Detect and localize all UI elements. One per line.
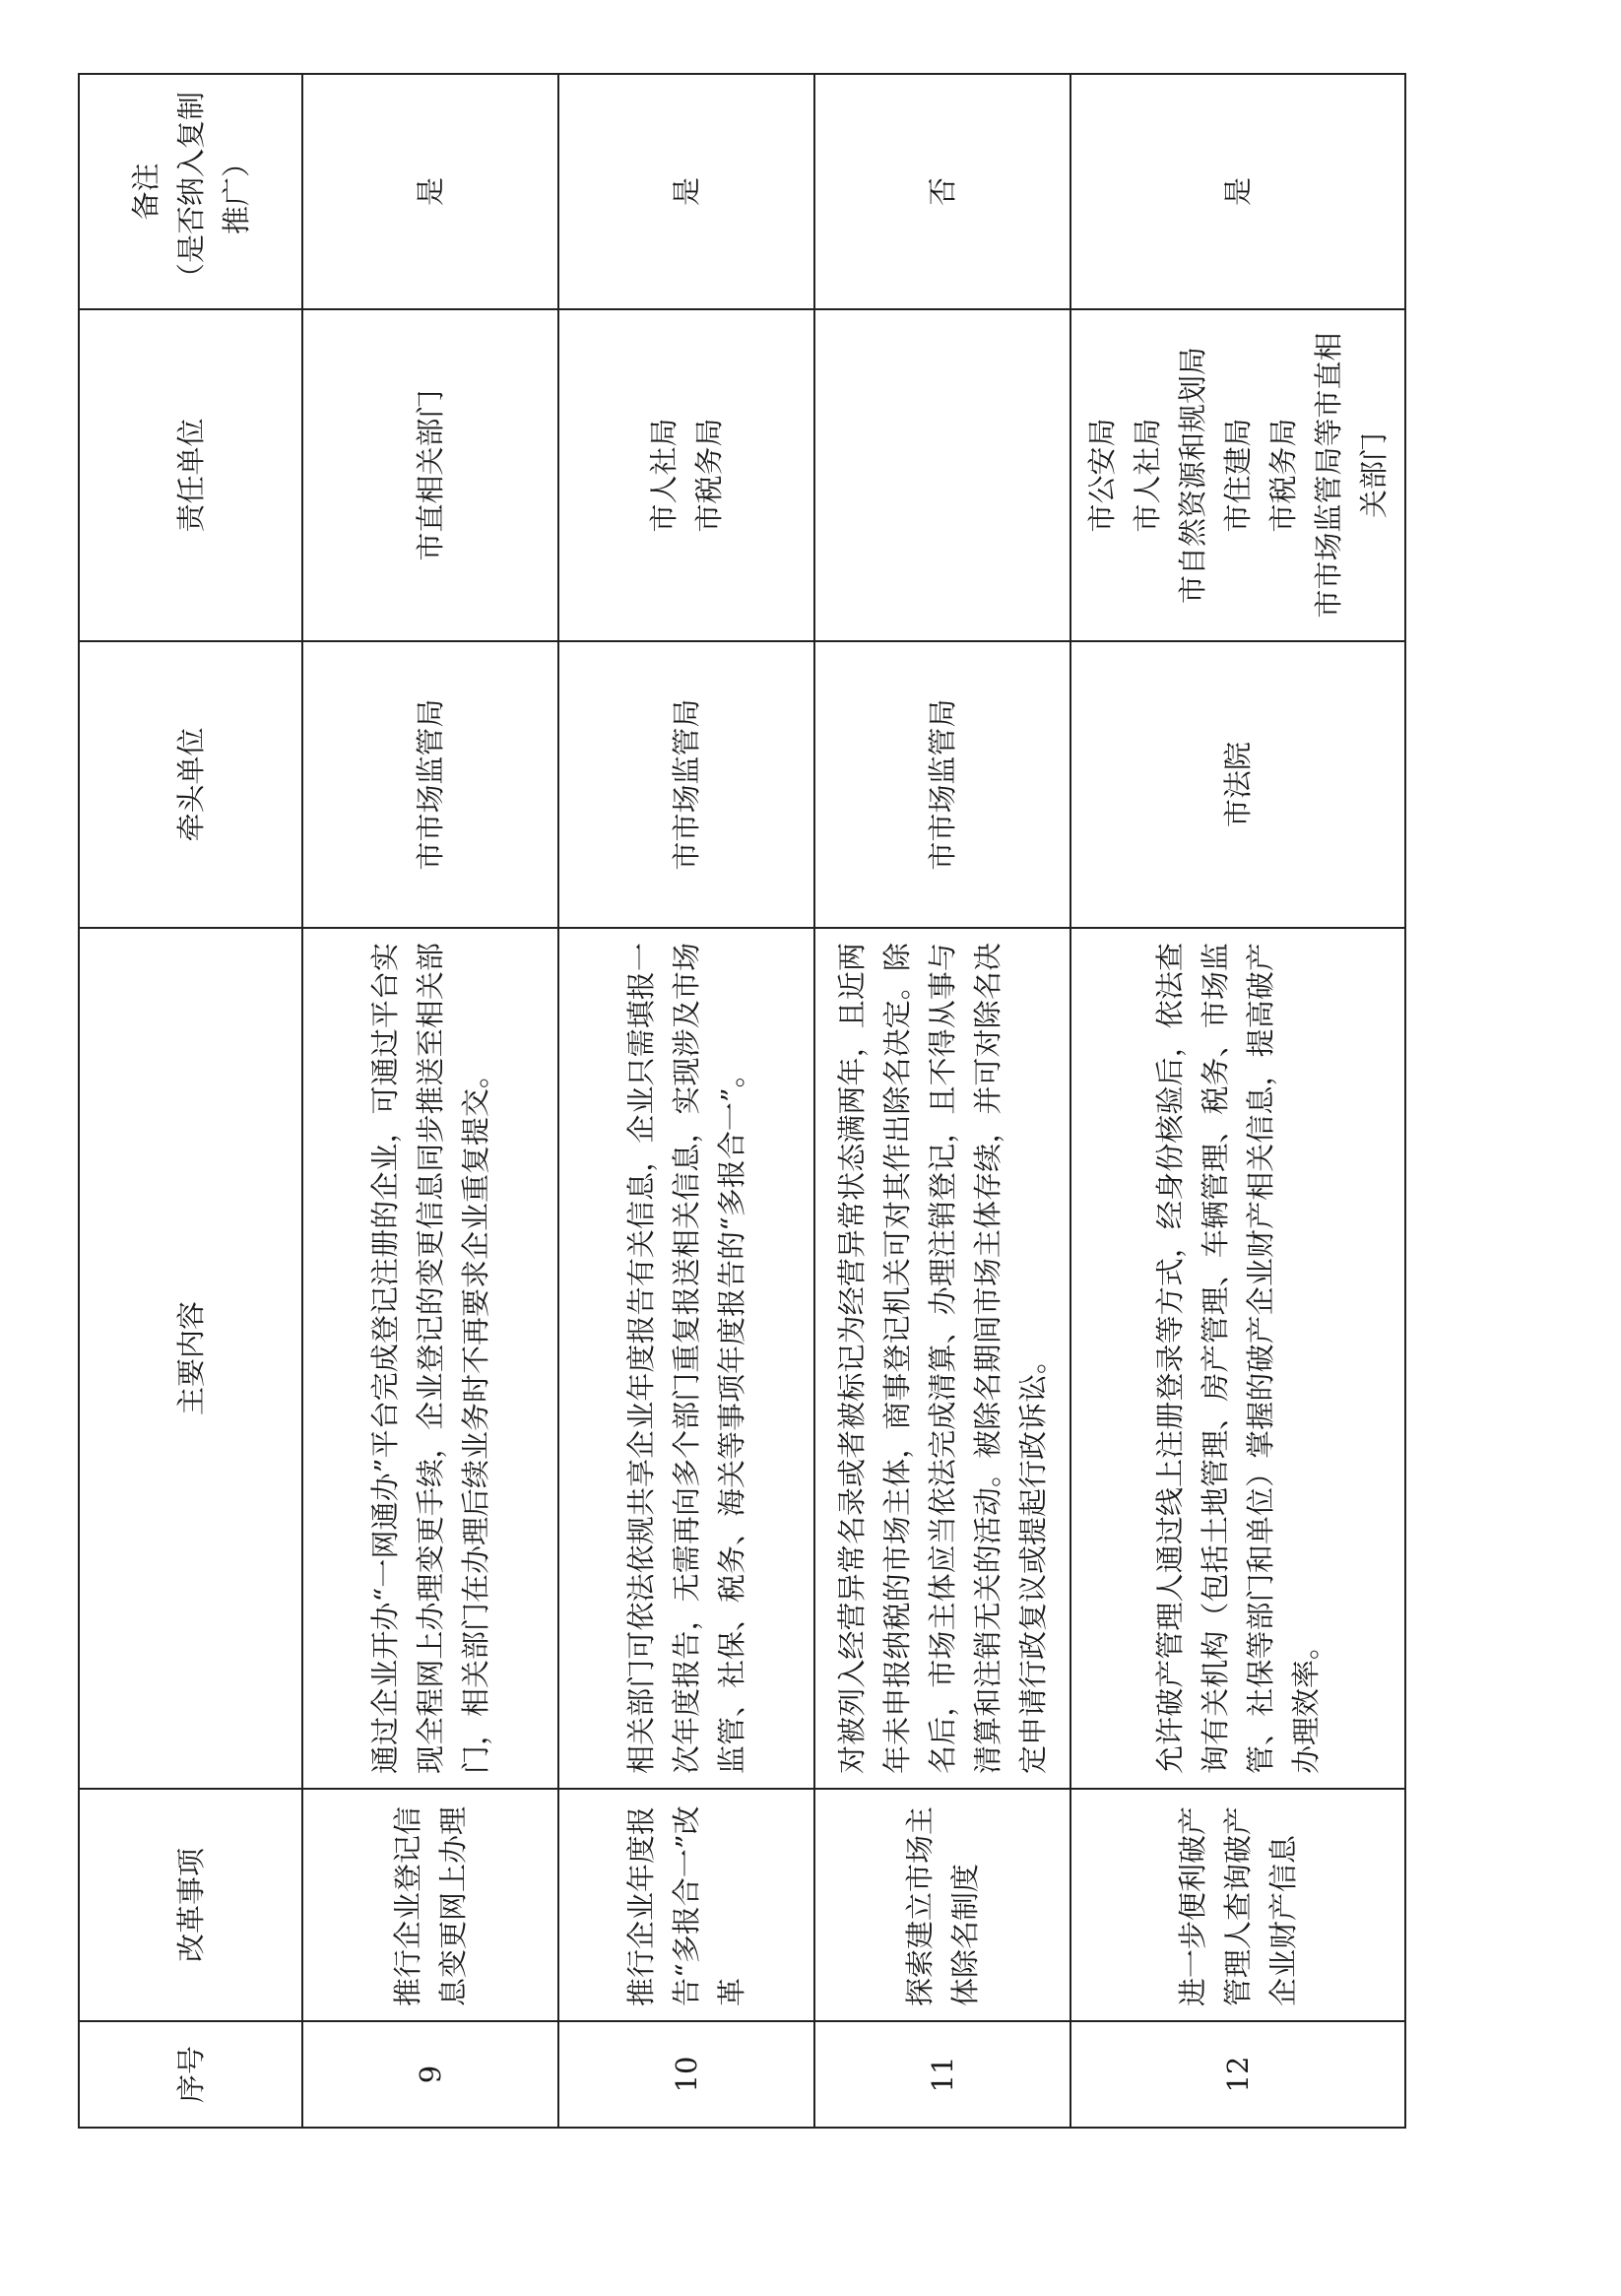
responsible-unit-line: 市人社局 xyxy=(1131,418,1164,533)
header-lead-unit: 牵头单位 xyxy=(79,641,302,928)
header-responsible-unit: 责任单位 xyxy=(79,309,302,641)
row-main-content: 相关部门可依法依规共享企业年度报告有关信息，企业只需填报一次年度报告，无需再向多个部门重复报送相关信息，实现涉及市场监管、社保、税务、海关等事项年度报告的“多报合一”。 xyxy=(558,928,814,1789)
row-responsible-unit xyxy=(302,309,558,641)
row-main-content: 对被列入经营异常名录或者被标记为经营异常状态满两年，且近两年未申报纳税的市场主体，商事登记机关可对其作出除名决定。除名后，市场主体应当依法完成清算、办理注销登记，且不得从事与清算和注销无关的活动。被除名期间市场主体存续，并可对除名决定申请行政复议或提起行政诉讼。 xyxy=(814,928,1070,1789)
row-lead-unit: 市市场监管局 xyxy=(814,641,1070,928)
row-lead-unit: 市市场监管局 xyxy=(302,641,558,928)
row-lead-unit: 市法院 xyxy=(1070,641,1405,928)
header-main-content: 主要内容 xyxy=(79,928,302,1789)
row-seq: 11 xyxy=(814,2021,1070,2128)
responsible-unit-line: 市直相关部门 xyxy=(414,389,447,561)
row-note: 是 xyxy=(302,74,558,309)
header-reform-item: 改革事项 xyxy=(79,1789,302,2021)
responsible-unit-line: 市公安局 xyxy=(1085,418,1119,533)
table-header-row xyxy=(79,74,302,2128)
row-note: 是 xyxy=(558,74,814,309)
table-row xyxy=(814,74,1070,2128)
row-note: 是 xyxy=(1070,74,1405,309)
row-responsible-unit xyxy=(558,309,814,641)
responsible-unit-line: 市住建局 xyxy=(1221,418,1255,533)
table-row xyxy=(302,74,558,2128)
row-reform-item: 探索建立市场主体除名制度 xyxy=(814,1789,1070,2021)
table-row xyxy=(1070,74,1405,2128)
row-seq: 10 xyxy=(558,2021,814,2128)
row-main-content: 允许破产管理人通过线上注册登录等方式，经身份核验后，依法查询有关机构（包括土地管理、房产管理、车辆管理、税务、市场监管、社保等部门和单位）掌握的破产企业财产相关信息，提高破产办理效率。 xyxy=(1070,928,1405,1789)
responsible-unit-line: 市人社局 xyxy=(647,418,681,533)
responsible-unit-line: 市税务局 xyxy=(692,418,726,533)
header-seq: 序号 xyxy=(79,2021,302,2128)
row-lead-unit: 市市场监管局 xyxy=(558,641,814,928)
responsible-unit-line: 市自然资源和规划局 xyxy=(1176,347,1209,605)
row-seq: 9 xyxy=(302,2021,558,2128)
responsible-unit-line: 市市场监管局等市直相关部门 xyxy=(1312,332,1391,619)
table-row xyxy=(558,74,814,2128)
header-note-line: （是否纳入复制 xyxy=(173,92,208,293)
row-reform-item: 推行企业登记信息变更网上办理 xyxy=(302,1789,558,2021)
responsible-unit-line: 市税务局 xyxy=(1266,418,1300,533)
row-responsible-unit xyxy=(814,309,1070,641)
row-reform-item: 进一步便利破产管理人查询破产企业财产信息 xyxy=(1070,1789,1405,2021)
row-responsible-unit xyxy=(1070,309,1405,641)
row-note: 否 xyxy=(814,74,1070,309)
reform-items-table xyxy=(78,73,1406,2129)
header-note-line: 推广） xyxy=(219,149,253,235)
header-note xyxy=(79,74,302,309)
row-seq: 12 xyxy=(1070,2021,1405,2128)
row-reform-item: 推行企业年度报告“多报合一”改革 xyxy=(558,1789,814,2021)
header-note-line: 备注 xyxy=(128,163,162,221)
row-main-content: 通过企业开办“一网通办”平台完成登记注册的企业，可通过平台实现全程网上办理变更手续，企业登记的变更信息同步推送至相关部门，相关部门在办理后续业务时不再要求企业重复提交。 xyxy=(302,928,558,1789)
